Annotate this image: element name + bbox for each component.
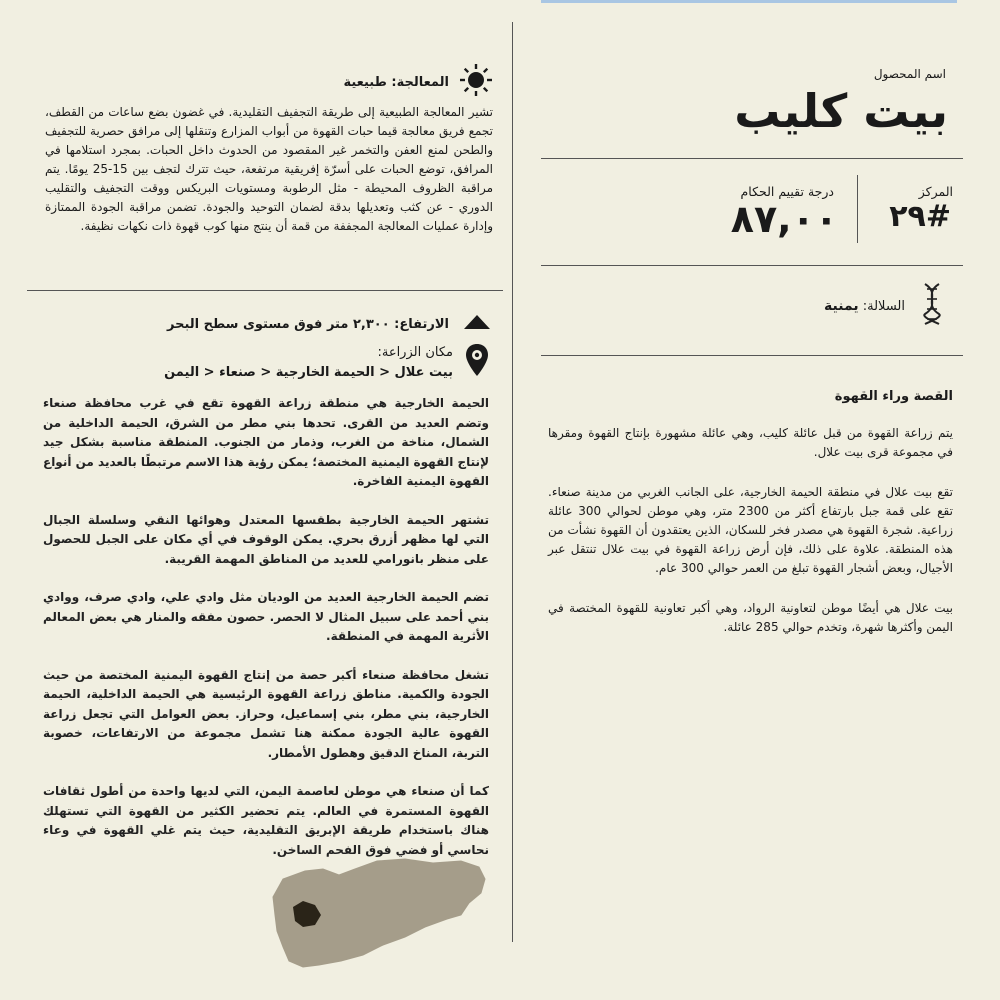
product-info-column [541,0,963,1000]
region-description [43,394,489,879]
farm-label: مكان الزراعة: [377,345,453,360]
location-pin-icon [465,343,489,381]
story-title: القصة وراء القهوة [834,389,953,404]
column-divider [512,22,513,942]
altitude-row [167,314,491,334]
story-body [548,424,953,658]
variety-row [824,284,943,328]
altitude-text: الارتفاع: ٢,٣٠٠ متر فوق مستوى سطح البحر [167,316,449,332]
divider-line [541,158,963,159]
farm-path: بيت علال < الحيمة الخارجية < صنعاء < اليمن [164,365,453,380]
story-paragraph: بيت علال هي أيضًا موطن لتعاونية الرواد، وهي أكبر تعاونية للقهوة المختصة في اليمن وأكثرها شهرة، وتخدم حوالي 285 عائلة. [548,601,953,634]
region-paragraph: كما أن صنعاء هي موطن لعاصمة اليمن، التي لديها واحدة من أطول ثقافات القهوة المستمرة في العالم. يتم تحضير الكثير من القهوة التي تستهلك هناك باستخدام طريقة الإبريق التقليدية، حيث يتم غلي القهوة في وعاء نحاسي أو فضي فوق الفحم الساخن. [43,784,489,857]
variety-text [824,298,905,314]
story-paragraph: يتم زراعة القهوة من قبل عائلة كليب، وهي عائلة مشهورة بإنتاج القهوة ومقرها في مجموعة قرى بيت علال. [548,426,953,459]
variety-label: السلالة: [862,299,905,314]
rank-value: #٢٩ [889,199,951,234]
dna-icon [921,282,943,330]
mountain-icon [463,314,491,334]
processing-title: المعالجة: طبيعية [343,74,449,90]
processing-description: تشير المعالجة الطبيعية إلى طريقة التجفيف التقليدية. في غضون بضع ساعات من القطف، تجمع فريق معالجة قيما حبات القهوة من أبواب المزارع وتنقلها إلى مرافق حصرية للتجفيف والطحن لمنع العفن والتخمر غير المقصود من الحدوث داخل الحبات. بمجرد استلامها في المرافق، توضع الحبات على أسرّة إفريقية مرتفعة، حيث تترك لتجف بين 15-25 يومًا. يتم مراقبة الظروف المحيطة - مثل الرطوبة ومستويات البريكس ووقت التجفيف والتقليب الدوري - عن كثب وتعديلها بدقة لضمان التوحيد والجودة. تضمن مراقبة الجودة الممتازة وإدارة عمليات المعالجة المجففة من قمة أن ينتج منها كوب قهوة ذات نكهات نظيفة. [45,105,493,233]
region-paragraph: الحيمة الخارجية هي منطقة زراعة القهوة تقع في غرب محافظة صنعاء وتضم العديد من القرى. تحدها بني مطر من الشرق، الحيمة الداخلية من الشمال، مناخة من الغرب، وذمار من الجنوب. المنطقة مناسبة بشكل جيد لإنتاج القهوة اليمنية المختصة؛ يمكن رؤية هذا الاسم مرتبطًا بالعديد من أنواع القهوة اليمنية الفاخرة. [43,396,489,488]
farm-location-text [164,343,453,383]
origin-info-column [27,0,503,1000]
variety-value: يمنية [824,298,859,314]
divider-line [541,265,963,266]
divider-line [27,290,503,291]
yemen-map-icon [265,857,487,974]
region-paragraph: تضم الحيمة الخارجية العديد من الوديان مثل وادي علي، وادي صرف، ووادي بني أحمد على سبيل المثال لا الحصر. حصون مفقه والمنار هي بعض المعالم الأثرية المهمة في المنطقة. [43,590,489,643]
region-paragraph: تشغل محافظة صنعاء أكبر حصة من إنتاج القهوة اليمنية المختصة من حيث الجودة والكمية. مناطق زراعة القهوة الرئيسية هي الحيمة الداخلية، الحيمة الخارجية، بني مطر، بني إسماعيل، وحراز. بعض العوامل التي تجعل زراعة القهوة عالية الجودة ممكنة هنا تشمل مجموعة من الارتفاعات، خصوبة التربة، المناخ الدقيق وهطول الأمطار. [43,667,489,760]
score-separator [857,175,858,243]
processing-header [343,63,493,101]
score-value: ٨٧,٠٠ [730,197,838,241]
rank-label: المركز [918,184,953,199]
score-label: درجة تقييم الحكام [740,184,834,199]
product-name: بيت كليب [734,84,948,138]
story-paragraph: تقع بيت علال في منطقة الحيمة الخارجية، على الجانب الغربي من مدينة صنعاء. تقع على قمة جبل بارتفاع أكثر من 2300 متر، وهي موطن لحوالي 300 عائلة زراعية. شجرة القهوة هي مصدر فخر للسكان، الذين يعتقدون أن القهوة نشأت من هذه المنطقة. علاوة على ذلك، فإن أرض زراعة القهوة في بيت علال تنتقل عبر الأجيال، وبعض أشجار القهوة تبلغ من العمر حوالي 300 عام. [548,485,953,575]
divider-line [541,355,963,356]
product-name-label: اسم المحصول [873,67,946,81]
sun-icon [459,63,493,101]
region-paragraph: تشتهر الحيمة الخارجية بطقسها المعتدل وهوائها النقي وسلسلة الجبال التي لها مظهر أزرق بحري. يمكن الوقوف في أي مكان على الجبل للحصول على منظر بانورامي للعديد من المناطق المهمة القريبة. [43,512,489,566]
farm-location-row [164,343,489,383]
